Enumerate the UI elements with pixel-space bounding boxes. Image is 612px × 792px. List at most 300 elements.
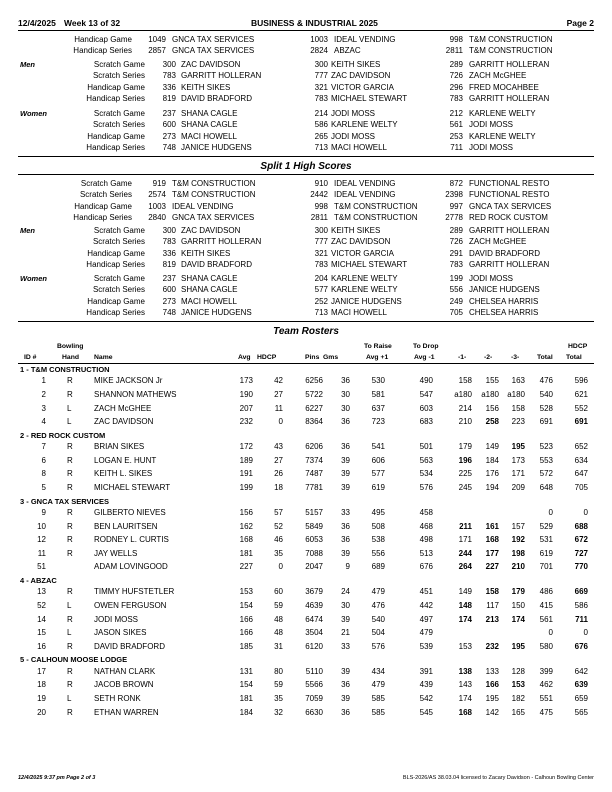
average: 189 bbox=[239, 455, 253, 465]
to-raise: 495 bbox=[371, 508, 385, 517]
footer-left: 12/4/2025 9:37 pm Page 2 of 3 bbox=[18, 775, 96, 781]
name-3: JANICE HUDGENS bbox=[469, 285, 540, 295]
pins: 6206 bbox=[305, 442, 323, 452]
handicap-total: 669 bbox=[574, 587, 588, 597]
to-raise: 434 bbox=[371, 666, 385, 676]
pins: 5110 bbox=[305, 666, 323, 676]
name-1: T&M CONSTRUCTION bbox=[172, 190, 256, 200]
games: 39 bbox=[341, 469, 350, 479]
score-1: 819 bbox=[162, 93, 176, 103]
bowler-id: 13 bbox=[37, 587, 46, 597]
series-total: 540 bbox=[539, 390, 553, 399]
score-1: 600 bbox=[162, 120, 176, 130]
category-label: Scratch Game bbox=[93, 274, 145, 283]
game-3: 223 bbox=[511, 417, 525, 427]
hdr-hand: Hand bbox=[62, 354, 79, 361]
bowler-id: 8 bbox=[41, 469, 46, 479]
games: 39 bbox=[341, 455, 350, 465]
hdr-bowling: Bowling bbox=[57, 343, 84, 350]
name-3: T&M CONSTRUCTION bbox=[469, 35, 553, 44]
game-1: 138 bbox=[458, 666, 472, 676]
game-1: 211 bbox=[459, 521, 472, 531]
score-3: 872 bbox=[449, 179, 463, 188]
average: 153 bbox=[239, 587, 253, 597]
men-group-label: Men bbox=[20, 226, 35, 235]
score-3: 998 bbox=[449, 35, 463, 44]
bowler-id: 15 bbox=[37, 628, 46, 638]
bowler-name: MICHAEL STEWART bbox=[94, 483, 171, 492]
game-3: 209 bbox=[511, 483, 525, 492]
name-3: GARRITT HOLLERAN bbox=[469, 93, 550, 103]
to-drop: 451 bbox=[419, 587, 433, 597]
bowling-hand: R bbox=[67, 483, 73, 492]
game-1: 149 bbox=[458, 587, 472, 597]
score-1: 273 bbox=[162, 131, 176, 141]
bowler-name: JODI MOSS bbox=[94, 614, 139, 624]
name-2: IDEAL VENDING bbox=[334, 190, 396, 200]
score-1: 2857 bbox=[148, 46, 166, 56]
handicap: 0 bbox=[278, 562, 283, 572]
games: 39 bbox=[341, 666, 350, 676]
handicap-total: 770 bbox=[574, 562, 588, 572]
bowling-hand: R bbox=[67, 521, 73, 531]
bowler-id: 11 bbox=[37, 548, 46, 558]
series-total: 572 bbox=[539, 469, 553, 479]
bowler-name: OWEN FERGUSON bbox=[94, 601, 167, 610]
bowler-id: 1 bbox=[41, 376, 46, 386]
series-total: 462 bbox=[539, 680, 553, 690]
handicap: 48 bbox=[274, 614, 283, 624]
handicap: 27 bbox=[274, 390, 283, 399]
games: 21 bbox=[341, 628, 350, 638]
name-1: ZAC DAVIDSON bbox=[181, 60, 241, 69]
pins: 7088 bbox=[305, 548, 323, 558]
bowling-hand: R bbox=[67, 376, 73, 386]
handicap-total: 672 bbox=[574, 535, 588, 545]
series-total: 0 bbox=[548, 508, 553, 517]
bowler-id: 18 bbox=[37, 680, 46, 690]
game-3: a180 bbox=[507, 390, 525, 399]
bowler-name: ADAM LOVINGOOD bbox=[94, 562, 168, 572]
score-3: 199 bbox=[449, 274, 463, 283]
game-2: 176 bbox=[485, 469, 499, 479]
games: 33 bbox=[341, 508, 350, 517]
score-3: 2778 bbox=[445, 212, 463, 222]
bowler-name: ETHAN WARREN bbox=[94, 707, 159, 717]
bowling-hand: R bbox=[67, 455, 73, 465]
average: 190 bbox=[239, 390, 253, 399]
game-3: 171 bbox=[511, 469, 525, 479]
name-2: JODI MOSS bbox=[331, 109, 376, 118]
score-2: 783 bbox=[314, 259, 328, 269]
roster-header-rule bbox=[18, 363, 594, 364]
game-3: 182 bbox=[511, 694, 525, 703]
pins: 7374 bbox=[305, 455, 323, 465]
game-2: a180 bbox=[481, 390, 499, 399]
category-label: Scratch Game bbox=[80, 179, 132, 188]
team-heading: 3 - GNCA TAX SERVICES bbox=[20, 496, 110, 506]
handicap: 42 bbox=[274, 376, 283, 386]
name-2: JANICE HUDGENS bbox=[331, 296, 402, 306]
score-2: 321 bbox=[314, 82, 328, 92]
bowling-hand: L bbox=[67, 628, 72, 638]
game-2: 161 bbox=[485, 521, 499, 531]
bowler-id: 3 bbox=[41, 403, 46, 413]
pins: 5722 bbox=[305, 390, 323, 399]
category-label: Scratch Series bbox=[79, 190, 132, 200]
to-raise: 479 bbox=[371, 587, 385, 597]
games: 36 bbox=[341, 417, 350, 427]
bowler-id: 4 bbox=[41, 417, 46, 427]
week-label: Week 13 of 32 bbox=[64, 18, 121, 28]
game-2: 258 bbox=[485, 417, 499, 427]
to-drop: 683 bbox=[419, 417, 433, 427]
score-1: 748 bbox=[162, 142, 176, 152]
games: 30 bbox=[341, 403, 350, 413]
name-3: GARRITT HOLLERAN bbox=[469, 259, 550, 269]
team-rosters-title: Team Rosters bbox=[273, 326, 339, 337]
score-3: 726 bbox=[449, 71, 463, 81]
game-1: 143 bbox=[458, 680, 472, 690]
game-2: 142 bbox=[485, 707, 499, 717]
bowler-id: 14 bbox=[37, 614, 46, 624]
to-drop: 542 bbox=[419, 694, 433, 703]
handicap: 57 bbox=[274, 508, 283, 517]
name-1: GNCA TAX SERVICES bbox=[172, 212, 255, 222]
category-label: Scratch Game bbox=[93, 60, 145, 69]
name-3: FUNCTIONAL RESTO bbox=[469, 190, 550, 200]
handicap-total: 639 bbox=[574, 680, 588, 690]
pins: 6256 bbox=[305, 376, 323, 386]
game-2: 168 bbox=[485, 535, 499, 545]
series-total: 648 bbox=[539, 483, 553, 492]
bowling-hand: R bbox=[67, 508, 73, 517]
bowler-id: 5 bbox=[41, 483, 46, 492]
name-1: T&M CONSTRUCTION bbox=[172, 179, 256, 188]
to-drop: 490 bbox=[419, 376, 433, 386]
bowling-hand: R bbox=[67, 548, 73, 558]
bowling-hand: R bbox=[67, 641, 73, 651]
name-2: VICTOR GARCIA bbox=[331, 82, 394, 92]
series-total: 523 bbox=[539, 442, 553, 452]
game-3: 179 bbox=[511, 587, 525, 597]
handicap-total: 552 bbox=[574, 403, 588, 413]
name-2: KARLENE WELTY bbox=[331, 120, 398, 130]
handicap: 59 bbox=[274, 601, 283, 610]
score-2: 2811 bbox=[310, 212, 328, 222]
score-1: 919 bbox=[152, 179, 166, 188]
hdr-game1: -1- bbox=[458, 354, 467, 361]
series-total: 580 bbox=[539, 641, 553, 651]
name-3: ZACH McGHEE bbox=[469, 71, 527, 81]
pins: 2047 bbox=[305, 562, 323, 572]
to-raise: 723 bbox=[371, 417, 385, 427]
game-2: 227 bbox=[485, 562, 499, 572]
score-3: 556 bbox=[449, 285, 463, 295]
score-2: 777 bbox=[314, 237, 328, 247]
series-total: 691 bbox=[539, 417, 553, 427]
average: 162 bbox=[239, 521, 253, 531]
score-1: 2840 bbox=[148, 212, 166, 222]
games: 30 bbox=[341, 601, 350, 610]
score-3: 289 bbox=[449, 60, 463, 69]
average: 154 bbox=[239, 680, 253, 690]
game-3: 153 bbox=[511, 680, 525, 690]
score-3: 253 bbox=[449, 131, 463, 141]
bowler-id: 51 bbox=[37, 562, 46, 572]
category-label: Handicap Game bbox=[74, 201, 132, 211]
to-raise: 637 bbox=[371, 403, 385, 413]
category-label: Handicap Game bbox=[74, 35, 132, 44]
game-1: 244 bbox=[458, 548, 472, 558]
score-2: 713 bbox=[314, 307, 328, 317]
hdr-hdcp: HDCP bbox=[257, 354, 277, 361]
games: 39 bbox=[341, 614, 350, 624]
series-total: 619 bbox=[539, 548, 553, 558]
category-label: Scratch Series bbox=[92, 237, 145, 247]
bowling-hand: R bbox=[67, 535, 73, 545]
category-label: Scratch Series bbox=[92, 71, 145, 81]
hdr-total: Total bbox=[537, 354, 553, 361]
handicap-total: 565 bbox=[574, 707, 588, 717]
hdr-pins: Pins bbox=[305, 354, 320, 361]
games: 36 bbox=[341, 707, 350, 717]
name-2: ZAC DAVIDSON bbox=[331, 237, 391, 247]
pins: 7781 bbox=[305, 483, 323, 492]
name-2: VICTOR GARCIA bbox=[331, 248, 394, 258]
games: 9 bbox=[345, 562, 350, 572]
bowler-name: ZAC DAVIDSON bbox=[94, 417, 154, 427]
bowler-id: 7 bbox=[41, 442, 46, 452]
to-drop: 497 bbox=[419, 614, 433, 624]
score-1: 819 bbox=[162, 259, 176, 269]
handicap: 0 bbox=[278, 417, 283, 427]
bowler-id: 16 bbox=[37, 641, 46, 651]
games: 36 bbox=[341, 535, 350, 545]
to-raise: 581 bbox=[371, 390, 385, 399]
score-1: 300 bbox=[162, 60, 176, 69]
series-total: 475 bbox=[539, 707, 553, 717]
name-2: IDEAL VENDING bbox=[334, 35, 396, 44]
games: 36 bbox=[341, 442, 350, 452]
hdr-hdcp-total-top: HDCP bbox=[568, 343, 588, 350]
game-3: 192 bbox=[511, 535, 525, 545]
name-1: SHANA CAGLE bbox=[181, 109, 238, 118]
hdr-to-raise: To Raise bbox=[364, 343, 392, 350]
handicap: 35 bbox=[274, 548, 283, 558]
handicap: 60 bbox=[274, 587, 283, 597]
game-2: 184 bbox=[485, 455, 499, 465]
average: 184 bbox=[239, 707, 253, 717]
name-3: KARLENE WELTY bbox=[469, 131, 536, 141]
name-1: MACI HOWELL bbox=[181, 131, 238, 141]
handicap-total: 634 bbox=[574, 455, 588, 465]
team-heading: 2 - RED ROCK CUSTOM bbox=[20, 430, 106, 440]
bowler-id: 17 bbox=[37, 666, 46, 676]
score-1: 237 bbox=[162, 274, 176, 283]
to-drop: 479 bbox=[419, 628, 433, 638]
score-2: 321 bbox=[314, 248, 328, 258]
score-1: 600 bbox=[162, 285, 176, 295]
game-3: 150 bbox=[511, 601, 525, 610]
bowling-hand: R bbox=[67, 707, 73, 717]
to-raise: 576 bbox=[371, 641, 385, 651]
games: 39 bbox=[341, 548, 350, 558]
series-total: 399 bbox=[539, 666, 553, 676]
handicap-total: 586 bbox=[574, 601, 588, 610]
to-drop: 534 bbox=[419, 469, 433, 479]
hdr-hdcp-total: Total bbox=[566, 354, 582, 361]
pins: 3504 bbox=[305, 628, 323, 638]
game-1: 168 bbox=[458, 707, 472, 717]
score-1: 336 bbox=[162, 248, 176, 258]
name-3: GNCA TAX SERVICES bbox=[469, 201, 552, 211]
to-raise: 504 bbox=[371, 628, 385, 638]
average: 168 bbox=[239, 535, 253, 545]
to-drop: 563 bbox=[419, 455, 433, 465]
pins: 6227 bbox=[305, 403, 323, 413]
category-label: Handicap Series bbox=[73, 212, 132, 222]
name-1: GARRITT HOLLERAN bbox=[181, 237, 262, 247]
bowler-name: SHANNON MATHEWS bbox=[94, 390, 177, 399]
handicap: 59 bbox=[274, 680, 283, 690]
to-drop: 501 bbox=[419, 442, 433, 452]
score-3: 561 bbox=[449, 120, 463, 130]
game-1: 196 bbox=[458, 455, 472, 465]
pins: 7487 bbox=[305, 469, 323, 479]
average: 232 bbox=[239, 417, 253, 427]
score-3: 705 bbox=[449, 307, 463, 317]
name-2: MICHAEL STEWART bbox=[331, 259, 408, 269]
name-3: CHELSEA HARRIS bbox=[469, 307, 539, 317]
game-3: 195 bbox=[511, 442, 525, 452]
handicap: 31 bbox=[274, 641, 283, 651]
game-2: 133 bbox=[485, 666, 499, 676]
handicap: 48 bbox=[274, 628, 283, 638]
category-label: Scratch Series bbox=[92, 285, 145, 295]
section-rule bbox=[18, 174, 594, 175]
score-3: 289 bbox=[449, 226, 463, 235]
name-1: KEITH SIKES bbox=[181, 82, 231, 92]
bowler-name: KEITH L. SIKES bbox=[94, 469, 153, 479]
score-2: 204 bbox=[314, 274, 328, 283]
game-1: 153 bbox=[458, 641, 472, 651]
category-label: Handicap Game bbox=[87, 131, 145, 141]
score-1: 336 bbox=[162, 82, 176, 92]
bowler-id: 10 bbox=[37, 521, 46, 531]
score-2: 214 bbox=[314, 109, 328, 118]
bowling-hand: L bbox=[67, 417, 72, 427]
bowling-hand: R bbox=[67, 442, 73, 452]
handicap: 11 bbox=[274, 403, 283, 413]
name-2: IDEAL VENDING bbox=[334, 179, 396, 188]
games: 36 bbox=[341, 680, 350, 690]
game-3: 165 bbox=[511, 707, 525, 717]
bowling-hand: R bbox=[67, 390, 73, 399]
game-2: 158 bbox=[485, 587, 499, 597]
score-1: 748 bbox=[162, 307, 176, 317]
average: 191 bbox=[239, 469, 253, 479]
series-total: 531 bbox=[539, 535, 553, 545]
bowler-name: RODNEY L. CURTIS bbox=[94, 535, 169, 545]
game-1: 210 bbox=[458, 417, 472, 427]
name-3: RED ROCK CUSTOM bbox=[469, 212, 548, 222]
game-3: 158 bbox=[511, 403, 525, 413]
game-3: 195 bbox=[511, 641, 525, 651]
score-3: 783 bbox=[449, 259, 463, 269]
name-3: FUNCTIONAL RESTO bbox=[469, 179, 550, 188]
game-2: 194 bbox=[485, 483, 499, 492]
pins: 5157 bbox=[305, 508, 323, 517]
score-3: 726 bbox=[449, 237, 463, 247]
score-3: 291 bbox=[449, 248, 463, 258]
handicap: 27 bbox=[274, 455, 283, 465]
section-rule bbox=[18, 321, 594, 322]
handicap-total: 621 bbox=[574, 390, 588, 399]
average: 181 bbox=[239, 694, 253, 703]
series-total: 0 bbox=[548, 628, 553, 638]
to-raise: 585 bbox=[371, 694, 385, 703]
series-total: 528 bbox=[539, 403, 553, 413]
category-label: Handicap Game bbox=[87, 296, 145, 306]
to-drop: 547 bbox=[419, 390, 433, 399]
game-1: a180 bbox=[454, 390, 472, 399]
name-2: KEITH SIKES bbox=[331, 60, 381, 69]
average: 166 bbox=[239, 614, 253, 624]
games: 39 bbox=[341, 483, 350, 492]
to-drop: 498 bbox=[419, 535, 433, 545]
to-drop: 539 bbox=[419, 641, 433, 651]
to-raise: 619 bbox=[371, 483, 385, 492]
bowling-hand: R bbox=[67, 614, 73, 624]
to-drop: 458 bbox=[419, 508, 433, 517]
hdr-id: ID # bbox=[24, 354, 37, 361]
games: 39 bbox=[341, 694, 350, 703]
average: 173 bbox=[239, 376, 253, 386]
handicap-total: 727 bbox=[574, 548, 588, 558]
game-1: 148 bbox=[458, 601, 472, 610]
game-2: 213 bbox=[485, 614, 499, 624]
to-raise: 479 bbox=[371, 680, 385, 690]
bowling-hand: R bbox=[67, 680, 73, 690]
pins: 6053 bbox=[305, 535, 323, 545]
name-3: GARRITT HOLLERAN bbox=[469, 60, 550, 69]
score-3: 997 bbox=[449, 201, 463, 211]
name-1: GARRITT HOLLERAN bbox=[181, 71, 262, 81]
hdr-avg: Avg bbox=[238, 354, 251, 361]
series-total: 476 bbox=[539, 376, 553, 386]
to-drop: 391 bbox=[419, 666, 433, 676]
average: 156 bbox=[239, 508, 253, 517]
to-drop: 545 bbox=[419, 707, 433, 717]
handicap-total: 0 bbox=[583, 508, 588, 517]
category-label: Scratch Game bbox=[93, 109, 145, 118]
team-heading: 1 - T&M CONSTRUCTION bbox=[20, 365, 110, 374]
hdr-raise-sub: Avg +1 bbox=[366, 354, 389, 361]
hdr-game2: -2- bbox=[484, 354, 493, 361]
series-total: 415 bbox=[539, 601, 553, 610]
series-total: 529 bbox=[539, 521, 553, 531]
name-1: MACI HOWELL bbox=[181, 296, 238, 306]
pins: 8364 bbox=[305, 417, 323, 427]
game-1: 174 bbox=[458, 694, 472, 703]
name-1: GNCA TAX SERVICES bbox=[172, 46, 255, 56]
category-label: Handicap Series bbox=[73, 46, 132, 56]
to-drop: 576 bbox=[419, 483, 433, 492]
category-label: Scratch Game bbox=[93, 226, 145, 235]
score-2: 300 bbox=[314, 60, 328, 69]
team-heading: 5 - CALHOUN MOOSE LODGE bbox=[20, 655, 128, 665]
